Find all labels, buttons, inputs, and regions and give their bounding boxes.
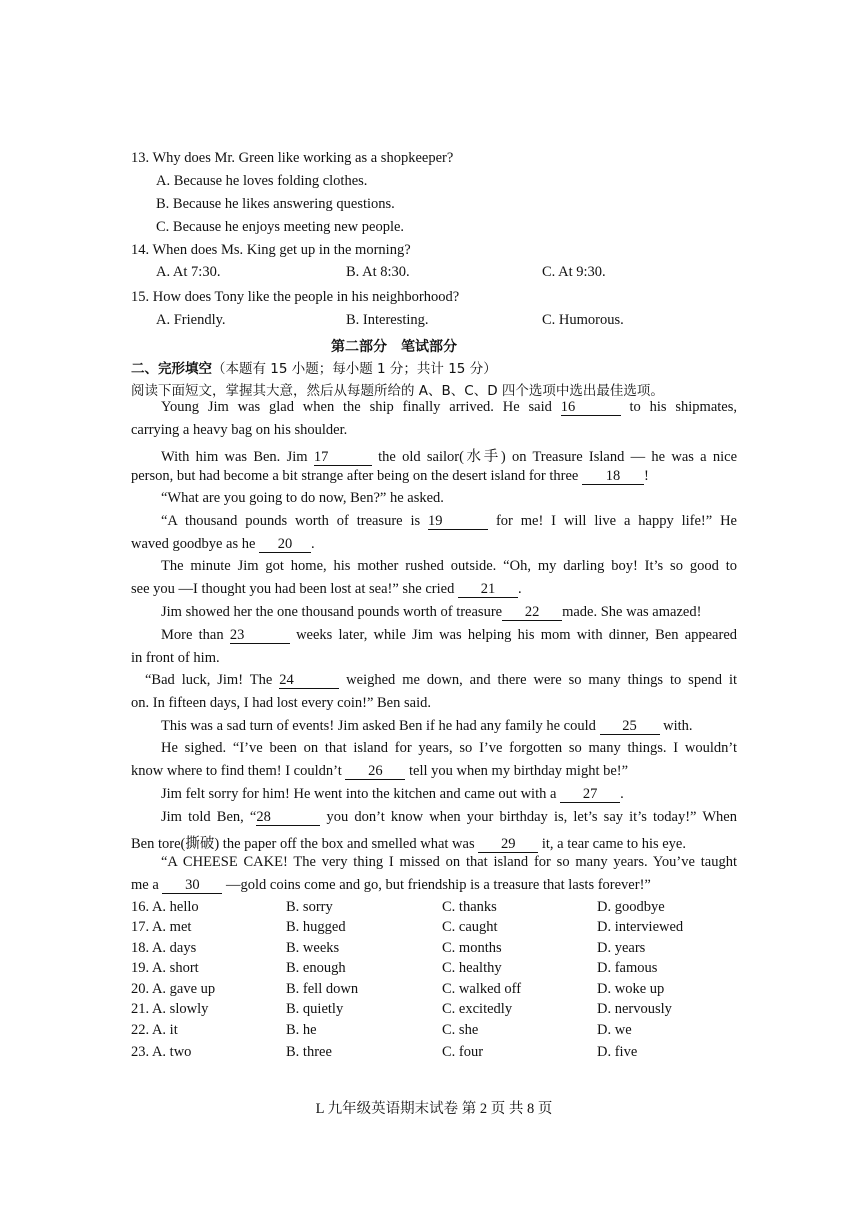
blank-25: 25 (600, 719, 660, 735)
passage-text: Ben tore(撕破) the paper off the box and smelled what was (131, 836, 475, 852)
passage-text: tell you when my birthday might be!” (409, 763, 629, 779)
choice-22-c: C. she (442, 1022, 479, 1038)
passage-line: “A CHEESE CAKE! The very thing I missed on that island for so many years. You’ve taught (161, 854, 737, 870)
blank-27: 27 (560, 787, 620, 803)
section-heading-note: （本题有 15 小题；每小题 1 分；共计 15 分） (212, 361, 497, 377)
choice-20-a: 20. A. gave up (131, 981, 216, 997)
blank-17: 17 (314, 450, 372, 466)
passage-text: with. (663, 718, 693, 734)
passage-text: “A thousand pounds worth of treasure is (161, 513, 421, 529)
blank-21: 21 (458, 582, 518, 598)
choice-21-a: 21. A. slowly (131, 1001, 209, 1017)
passage-text: . (311, 536, 315, 552)
choice-19-b: B. enough (286, 960, 346, 976)
question-14: 14. When does Ms. King get up in the morning? (131, 242, 411, 258)
passage-text: . (620, 786, 624, 802)
passage-line (131, 877, 651, 894)
question-13: 13. Why does Mr. Green like working as a shopkeeper? (131, 150, 454, 166)
passage-line (131, 536, 315, 553)
choice-18-c: C. months (442, 940, 502, 956)
choice-19-a: 19. A. short (131, 960, 199, 976)
choice-16-c: C. thanks (442, 899, 497, 915)
blank-28: 28 (256, 810, 320, 826)
passage-text: it, a tear came to his eye. (541, 836, 686, 852)
choice-18-d: D. years (597, 940, 646, 956)
choice-17-a: 17. A. met (131, 919, 192, 935)
choice-20-c: C. walked off (442, 981, 522, 997)
blank-18: 18 (582, 469, 644, 485)
blank-26: 26 (345, 764, 405, 780)
blank-19: 19 (428, 514, 488, 530)
passage-line (131, 763, 628, 780)
passage-line: The minute Jim got home, his mother rushed outside. “Oh, my darling boy! It’s so good to (161, 558, 737, 574)
passage-line (131, 581, 522, 598)
passage-line: carrying a heavy bag on his shoulder. (131, 422, 348, 438)
page-footer: L 九年级英语期末试卷 第 2 页 共 8 页 (315, 1101, 553, 1117)
choice-21-b: B. quietly (286, 1001, 344, 1017)
question-15-option-a: A. Friendly. (156, 312, 226, 328)
passage-text: made. She was amazed! (562, 604, 702, 620)
choice-22-d: D. we (597, 1022, 632, 1038)
passage-text: me a (131, 877, 159, 893)
passage-line: He sighed. “I’ve been on that island for years, so I’ve forgotten so many things. I wouldn’t (161, 740, 737, 756)
choice-20-d: D. woke up (597, 981, 665, 997)
blank-24: 24 (279, 673, 339, 689)
choice-22-a: 22. A. it (131, 1022, 178, 1038)
choice-23-a: 23. A. two (131, 1044, 192, 1060)
section-heading-title: 二、完形填空 (131, 361, 212, 377)
passage-text: Jim felt sorry for him! He went into the kitchen and came out with a (161, 786, 557, 802)
question-15-option-c: C. Humorous. (542, 312, 624, 328)
passage-text: —gold coins come and go, but friendship is a treasure that lasts forever!” (226, 877, 651, 893)
question-14-option-c: C. At 9:30. (542, 264, 606, 280)
passage-text: . (517, 581, 522, 597)
question-14-option-b: B. At 8:30. (346, 264, 410, 280)
choice-23-c: C. four (442, 1044, 484, 1060)
choice-17-c: C. caught (442, 919, 498, 935)
question-13-option-b: B. Because he likes answering questions. (156, 196, 395, 212)
passage-text: weighed me down, and there were so many things to spend it (346, 672, 738, 688)
passage-line (161, 513, 737, 530)
choice-16-a: 16. A. hello (131, 899, 199, 915)
passage-text: ! (643, 468, 649, 484)
blank-22: 22 (502, 605, 562, 621)
passage-text: More than (161, 627, 224, 643)
blank-16: 16 (561, 400, 621, 416)
passage-text: see you —I thought you had been lost at sea!” she cried (131, 581, 455, 597)
passage-line: “What are you going to do now, Ben?” he asked. (161, 490, 444, 506)
passage-line: in front of him. (131, 650, 220, 666)
passage-line (161, 604, 701, 621)
choice-16-d: D. goodbye (597, 899, 665, 915)
passage-text: This was a sad turn of events! Jim asked Ben if he had any family he could (161, 718, 596, 734)
passage-line (131, 832, 686, 853)
passage-text: the old sailor(水手) on Treasure Island — he was a nice (378, 449, 738, 465)
passage-line (161, 809, 737, 826)
blank-29: 29 (478, 837, 538, 853)
choice-23-b: B. three (286, 1044, 332, 1060)
passage-text: “Bad luck, Jim! The (145, 672, 273, 688)
blank-23: 23 (230, 628, 290, 644)
passage-line (161, 718, 693, 735)
choice-19-d: D. famous (597, 960, 658, 976)
passage-line (161, 399, 737, 416)
passage-line (161, 627, 737, 644)
question-13-option-c: C. Because he enjoys meeting new people. (156, 219, 405, 235)
choice-23-d: D. five (597, 1044, 638, 1060)
choice-17-b: B. hugged (286, 919, 346, 935)
passage-line (161, 786, 624, 803)
passage-text: know where to find them! I couldn’t (131, 763, 342, 779)
choice-22-b: B. he (286, 1022, 317, 1038)
passage-line: on. In fifteen days, I had lost every coin!” Ben said. (131, 695, 431, 711)
section-instruction: 阅读下面短文，掌握其大意，然后从每题所给的 A、B、C、D 四个选项中选出最佳选项。 (131, 383, 664, 399)
choice-21-d: D. nervously (597, 1001, 672, 1017)
passage-text: person, but had become a bit strange after being on the desert island for three (131, 468, 579, 484)
choice-16-b: B. sorry (286, 899, 333, 915)
choice-18-a: 18. A. days (131, 940, 197, 956)
section-heading (131, 357, 497, 377)
choice-17-d: D. interviewed (597, 919, 684, 935)
passage-line (145, 672, 737, 689)
passage-text: to his shipmates, (629, 399, 737, 415)
passage-text: weeks later, while Jim was helping his mom with dinner, Ben appeared (296, 627, 738, 643)
passage-text: for me! I will live a happy life!” He (495, 513, 737, 529)
passage-text: Jim showed her the one thousand pounds worth of treasure (161, 604, 503, 620)
question-15-option-b: B. Interesting. (346, 312, 429, 328)
passage-text: Jim told Ben, “ (161, 809, 257, 825)
passage-text: Young Jim was glad when the ship finally arrived. He said (161, 399, 552, 415)
part-title: 第二部分 笔试部分 (331, 339, 457, 355)
blank-30: 30 (162, 878, 222, 894)
passage-text: With him was Ben. Jim (161, 449, 308, 465)
question-15: 15. How does Tony like the people in his neighborhood? (131, 289, 460, 305)
choice-18-b: B. weeks (286, 940, 340, 956)
question-14-option-a: A. At 7:30. (156, 264, 221, 280)
question-13-option-a: A. Because he loves folding clothes. (156, 173, 368, 189)
passage-text: waved goodbye as he (131, 536, 256, 552)
passage-text: you don’t know when your birthday is, let’s say it’s today!” When (326, 809, 737, 825)
blank-20: 20 (259, 537, 311, 553)
choice-20-b: B. fell down (286, 981, 359, 997)
passage-line (131, 468, 649, 485)
passage-line (161, 445, 737, 466)
choice-19-c: C. healthy (442, 960, 502, 976)
choice-21-c: C. excitedly (442, 1001, 513, 1017)
